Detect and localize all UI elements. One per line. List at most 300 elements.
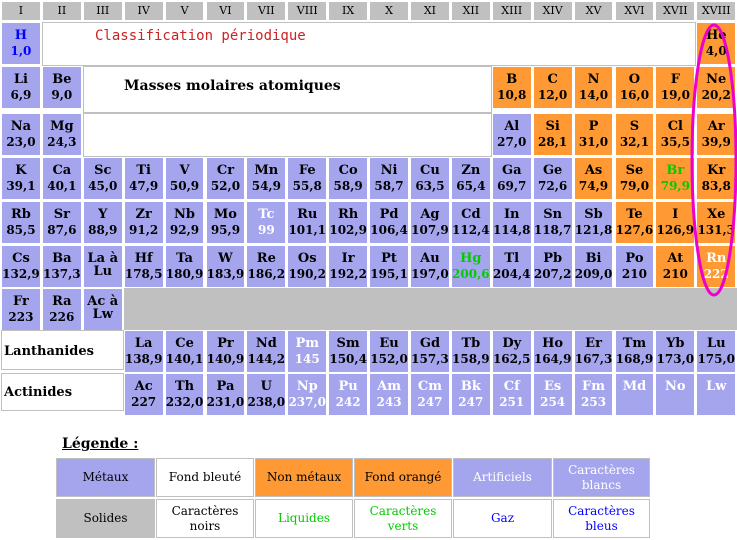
element-os [287, 245, 327, 288]
element-al [492, 113, 532, 156]
element-in [492, 201, 532, 244]
element-mass: 192,2 [329, 267, 367, 281]
actinide-am [369, 373, 409, 416]
element-symbol: H [14, 28, 28, 43]
element-mass: 242 [335, 395, 361, 409]
element-symbol: Ne [706, 72, 727, 87]
element-symbol: Sn [543, 207, 563, 222]
element-symbol: Es [544, 379, 562, 394]
element-symbol: Tm [622, 336, 647, 351]
lanthanide-ce [165, 330, 205, 373]
element-mass: 40,1 [47, 179, 77, 193]
element-symbol: Fm [582, 379, 606, 394]
element-mass: 131,3 [697, 223, 736, 237]
element-mass: 200,6 [452, 267, 490, 281]
legend-row2-cell-3: Caractères verts [354, 499, 452, 538]
element-cr [206, 157, 246, 200]
element-mass: 24,3 [47, 135, 77, 149]
group-header-xiii: XIII [492, 1, 532, 21]
actinides-label-box [1, 373, 124, 411]
element-symbol: Hg [460, 251, 482, 266]
actinide-cm [410, 373, 450, 416]
actinide-bk [451, 373, 491, 416]
legend-row1-cell-3: Fond orangé [354, 458, 452, 497]
element-mn [246, 157, 286, 200]
element-symbol: V [179, 163, 190, 178]
element-mass: 207,2 [533, 267, 572, 281]
lanthanide-sm [328, 330, 368, 373]
element-si [533, 113, 573, 156]
element-po [615, 245, 655, 288]
element-symbol: Ta [176, 251, 193, 266]
element-s [615, 113, 655, 156]
element-symbol: W [218, 251, 233, 266]
element-symbol: Pr [217, 336, 234, 351]
element-rh [328, 201, 368, 244]
element-symbol: Ac à Lw [87, 294, 119, 322]
element-ne [696, 66, 736, 109]
element-symbol: Mo [213, 207, 237, 222]
actinide-lw [696, 373, 736, 416]
element-symbol: Cs [12, 251, 30, 266]
element-mass: 197,0 [411, 267, 449, 281]
group-header-x: X [369, 1, 409, 21]
element-symbol: In [503, 207, 520, 222]
element-symbol: Sc [94, 163, 112, 178]
element-mass: 31,0 [578, 135, 609, 149]
element-fe [287, 157, 327, 200]
element-symbol: Ca [52, 163, 72, 178]
element-au [410, 245, 450, 288]
element-at [655, 245, 695, 288]
element-ga [492, 157, 532, 200]
element-mass: 121,8 [574, 223, 613, 237]
element-mass: 183,9 [206, 267, 245, 281]
element-symbol: Pm [295, 336, 319, 351]
element-symbol: Ge [542, 163, 563, 178]
element-ni [369, 157, 409, 200]
element-symbol: Y [98, 207, 108, 222]
legend-row2-cell-0: Solides [56, 499, 155, 538]
element-mass: 114,8 [492, 223, 531, 237]
element-symbol: Re [256, 251, 276, 266]
element-mass: 144,2 [247, 352, 286, 366]
element-mass: 79,0 [619, 179, 650, 193]
element-mass: 69,7 [497, 179, 527, 193]
lanthanide-dy [492, 330, 532, 373]
element-symbol: Bi [585, 251, 602, 266]
element-he [696, 22, 736, 65]
group-header-iv: IV [124, 1, 164, 21]
actinides-label: Actinides [4, 385, 73, 400]
element-mass: 223 [8, 310, 34, 324]
element-symbol: P [588, 119, 599, 134]
group-header-xviii: XVIII [696, 1, 736, 21]
element-symbol: Lu [706, 336, 726, 351]
element-mass: 16,0 [619, 88, 650, 102]
element-mass: 168,9 [615, 352, 654, 366]
element-mass: 58,9 [333, 179, 363, 193]
empty-period-7-band [124, 288, 737, 330]
element-h [1, 22, 41, 65]
element-mass: 157,3 [411, 352, 449, 366]
element-mass: 65,4 [456, 179, 486, 193]
element-rn [696, 245, 736, 288]
element-ar [696, 113, 736, 156]
legend-title: Légende : [62, 436, 139, 452]
element-mass: 145 [294, 352, 320, 366]
group-header-ii: II [42, 1, 82, 21]
lanthanide-nd [246, 330, 286, 373]
element-mass: 132,9 [2, 267, 40, 281]
element-c [533, 66, 573, 109]
element-mass: 138,9 [124, 352, 163, 366]
element-bi [574, 245, 614, 288]
actinide-th [165, 373, 205, 416]
element-ti [124, 157, 164, 200]
element-mass: 251 [499, 395, 525, 409]
element-mass: 226 [49, 310, 75, 324]
element-mass: 10,8 [497, 88, 527, 102]
element-symbol: Sb [584, 207, 603, 222]
element-mass: 12,0 [538, 88, 568, 102]
element-mass: 95,9 [210, 223, 241, 237]
element-symbol: Gd [419, 336, 441, 351]
element-mass: 231,0 [206, 395, 245, 409]
element-symbol: Si [545, 119, 560, 134]
element-symbol: Cf [503, 379, 520, 394]
element-sb [574, 201, 614, 244]
element-tl [492, 245, 532, 288]
element-ba [42, 245, 82, 288]
element-mass: 4,0 [705, 44, 727, 58]
element-symbol: As [584, 163, 603, 178]
element-na [1, 113, 41, 156]
element-symbol: Au [420, 251, 440, 266]
element-symbol: Cm [417, 379, 442, 394]
element-symbol: Yb [666, 336, 685, 351]
element-te [615, 201, 655, 244]
element-la-à-lu [83, 245, 123, 288]
element-p [574, 113, 614, 156]
lanthanide-ho [533, 330, 573, 373]
element-mass: 253 [581, 395, 607, 409]
element-mass: 74,9 [578, 179, 609, 193]
lanthanide-tm [615, 330, 655, 373]
element-symbol: Er [585, 336, 602, 351]
element-pb [533, 245, 573, 288]
element-mass: 106,4 [370, 223, 408, 237]
element-xe [696, 201, 736, 244]
element-symbol: Tc [258, 207, 275, 222]
element-mass: 150,4 [329, 352, 367, 366]
element-symbol: At [667, 251, 684, 266]
group-header-vi: VI [206, 1, 246, 21]
element-symbol: Bk [460, 379, 481, 394]
element-symbol: N [587, 72, 600, 87]
element-symbol: La à Lu [87, 251, 118, 279]
element-symbol: Tb [461, 336, 481, 351]
element-symbol: Ni [380, 163, 398, 178]
lanthanide-yb [655, 330, 695, 373]
element-symbol: O [628, 72, 641, 87]
element-mass: 227 [131, 395, 157, 409]
element-mass: 210 [621, 267, 647, 281]
element-mg [42, 113, 82, 156]
element-symbol: Ac [134, 379, 153, 394]
element-mass: 45,0 [88, 179, 118, 193]
element-symbol: Ba [52, 251, 72, 266]
element-mass: 54,9 [251, 179, 281, 193]
element-symbol: Pu [338, 379, 358, 394]
element-symbol: Pa [216, 379, 235, 394]
element-ag [410, 201, 450, 244]
element-mass: 47,9 [129, 179, 159, 193]
element-mass: 247 [458, 395, 484, 409]
element-mass: 9,0 [51, 88, 73, 102]
element-symbol: Nb [174, 207, 196, 222]
element-symbol: Eu [379, 336, 399, 351]
lanthanide-la [124, 330, 164, 373]
lanthanide-lu [696, 330, 736, 373]
element-w [206, 245, 246, 288]
element-mass: 175,0 [697, 352, 736, 366]
blank-band [83, 113, 492, 157]
element-b [492, 66, 532, 109]
element-mass: 210 [662, 267, 688, 281]
element-mass: 101,1 [288, 223, 327, 237]
element-mass: 79,9 [660, 179, 690, 193]
group-header-vii: VII [246, 1, 286, 21]
element-ra [42, 288, 82, 331]
element-symbol: Br [666, 163, 685, 178]
page-title: Classification périodique [95, 28, 306, 44]
element-symbol: Ir [341, 251, 355, 266]
element-mass: 99 [257, 223, 275, 237]
element-symbol: Ra [52, 294, 72, 309]
legend-row1-cell-5: Caractères blancs [553, 458, 650, 497]
element-fr [1, 288, 41, 331]
element-mass: 1,0 [10, 44, 32, 58]
actinide-no [655, 373, 695, 416]
element-ca [42, 157, 82, 200]
element-mass: 19,0 [660, 88, 690, 102]
element-symbol: Co [338, 163, 358, 178]
element-symbol: Cr [216, 163, 235, 178]
legend-row2-cell-2: Liquides [255, 499, 353, 538]
element-cd [451, 201, 491, 244]
element-mass: 178,5 [124, 267, 163, 281]
element-mass: 32,1 [619, 135, 650, 149]
element-symbol: Fr [13, 294, 29, 309]
element-symbol: Al [504, 119, 520, 134]
actinide-u [246, 373, 286, 416]
element-symbol: Ho [542, 336, 564, 351]
element-v [165, 157, 205, 200]
lanthanide-er [574, 330, 614, 373]
element-symbol: Zr [135, 207, 152, 222]
element-ta [165, 245, 205, 288]
group-header-xvi: XVI [615, 1, 655, 21]
element-symbol: Kr [707, 163, 726, 178]
element-mass: 137,3 [43, 267, 81, 281]
element-mass: 55,8 [292, 179, 322, 193]
element-hg [451, 245, 491, 288]
element-mass: 158,9 [452, 352, 490, 366]
group-header-xi: XI [410, 1, 450, 21]
element-be [42, 66, 82, 109]
legend-row2-cell-1: Caractères noirs [156, 499, 254, 538]
element-mass: 204,4 [492, 267, 531, 281]
lanthanide-pm [287, 330, 327, 373]
element-symbol: La [134, 336, 153, 351]
element-mass: 58,7 [374, 179, 404, 193]
element-sr [42, 201, 82, 244]
element-symbol: F [670, 72, 680, 87]
element-mass: 254 [540, 395, 566, 409]
legend-row1-cell-1: Fond bleuté [156, 458, 254, 497]
element-mass: 126,9 [656, 223, 695, 237]
element-symbol: Ar [707, 119, 725, 134]
element-mass: 190,2 [288, 267, 327, 281]
element-symbol: Ti [136, 163, 151, 178]
element-symbol: Po [625, 251, 644, 266]
element-mass: 162,5 [492, 352, 531, 366]
element-n [574, 66, 614, 109]
element-symbol: Ga [501, 163, 522, 178]
element-mass: 167,3 [574, 352, 613, 366]
element-symbol: I [672, 207, 679, 222]
element-symbol: U [260, 379, 272, 394]
element-symbol: Os [297, 251, 317, 266]
element-mass: 28,1 [538, 135, 568, 149]
element-mass: 164,9 [533, 352, 572, 366]
element-mass: 102,9 [329, 223, 367, 237]
element-ru [287, 201, 327, 244]
legend-row1-cell-0: Métaux [56, 458, 155, 497]
element-mass: 35,5 [660, 135, 690, 149]
legend-row1-cell-2: Non métaux [255, 458, 353, 497]
element-mo [206, 201, 246, 244]
group-header-i: I [1, 1, 41, 21]
element-symbol: Li [13, 72, 28, 87]
element-symbol: Rh [338, 207, 359, 222]
element-mass: 27,0 [497, 135, 527, 149]
actinide-md [615, 373, 655, 416]
element-cs [1, 245, 41, 288]
element-co [328, 157, 368, 200]
element-symbol: Cd [461, 207, 481, 222]
element-symbol: Md [622, 379, 647, 394]
element-symbol: Dy [502, 336, 522, 351]
element-symbol: Cu [420, 163, 440, 178]
element-mass: 39,9 [701, 135, 731, 149]
element-ge [533, 157, 573, 200]
element-re [246, 245, 286, 288]
element-symbol: Pb [543, 251, 563, 266]
element-mass: 247 [417, 395, 443, 409]
element-hf [124, 245, 164, 288]
element-zn [451, 157, 491, 200]
element-symbol: Te [626, 207, 643, 222]
group-header-iii: III [83, 1, 123, 21]
actinide-es [533, 373, 573, 416]
group-header-xvii: XVII [655, 1, 695, 21]
element-symbol: Xe [707, 207, 726, 222]
lanthanide-pr [206, 330, 246, 373]
element-se [615, 157, 655, 200]
element-mass: 23,0 [6, 135, 36, 149]
element-mass: 107,9 [411, 223, 449, 237]
element-mass: 127,6 [615, 223, 654, 237]
lanthanides-label: Lanthanides [4, 344, 94, 359]
element-pt [369, 245, 409, 288]
element-symbol: Na [10, 119, 32, 134]
element-mass: 237,0 [288, 395, 327, 409]
legend-row2-cell-4: Gaz [453, 499, 552, 538]
actinide-pa [206, 373, 246, 416]
element-symbol: Th [174, 379, 195, 394]
element-symbol: Pd [379, 207, 399, 222]
element-k [1, 157, 41, 200]
legend-row1-cell-4: Artificiels [453, 458, 552, 497]
element-symbol: Sm [336, 336, 360, 351]
element-symbol: Am [377, 379, 401, 394]
element-symbol: Rb [10, 207, 31, 222]
element-symbol: Rn [706, 251, 727, 266]
element-mass: 50,9 [169, 179, 200, 193]
actinide-fm [574, 373, 614, 416]
element-symbol: Mg [50, 119, 74, 134]
element-sc [83, 157, 123, 200]
element-symbol: Hf [134, 251, 153, 266]
element-mass: 140,9 [206, 352, 245, 366]
group-header-v: V [165, 1, 205, 21]
element-mass: 6,9 [10, 88, 32, 102]
element-pd [369, 201, 409, 244]
element-mass: 222 [703, 267, 729, 281]
element-rb [1, 201, 41, 244]
element-cl [655, 113, 695, 156]
element-mass: 152,0 [370, 352, 408, 366]
element-kr [696, 157, 736, 200]
element-mass: 112,4 [452, 223, 490, 237]
element-mass: 88,9 [88, 223, 118, 237]
element-o [615, 66, 655, 109]
element-mass: 118,7 [533, 223, 572, 237]
actinide-np [287, 373, 327, 416]
element-tc [246, 201, 286, 244]
element-mass: 20,2 [701, 88, 731, 102]
element-mass: 140,1 [165, 352, 204, 366]
element-symbol: Cl [667, 119, 683, 134]
element-ir [328, 245, 368, 288]
lanthanide-tb [451, 330, 491, 373]
group-header-xv: XV [574, 1, 614, 21]
element-mass: 232,0 [165, 395, 204, 409]
legend-row2-cell-5: Caractères bleus [553, 499, 650, 538]
element-zr [124, 201, 164, 244]
element-mass: 91,2 [129, 223, 159, 237]
element-li [1, 66, 41, 109]
element-mass: 87,6 [47, 223, 77, 237]
element-f [655, 66, 695, 109]
element-symbol: Mn [254, 163, 279, 178]
element-mass: 173,0 [656, 352, 695, 366]
group-header-ix: IX [328, 1, 368, 21]
actinide-cf [492, 373, 532, 416]
element-symbol: Sr [53, 207, 70, 222]
